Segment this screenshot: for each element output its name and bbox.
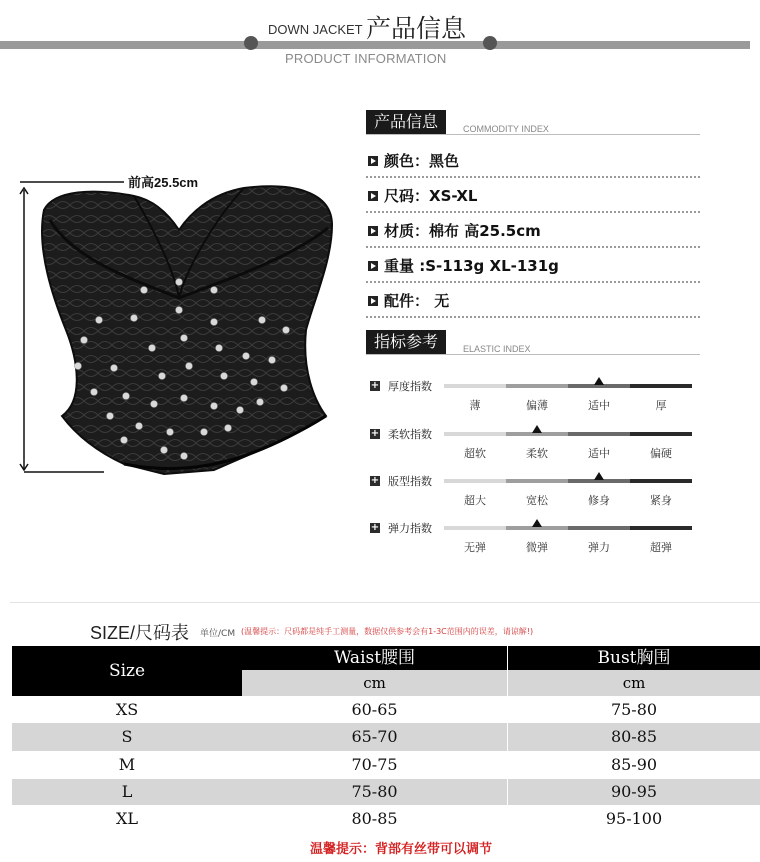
commodity-heading: 产品信息 [366,110,446,134]
plus-icon: + [370,522,380,533]
elastic-heading-en: ELASTIC INDEX [463,344,531,354]
elastic-index-segment [630,526,692,530]
elastic-index-option: 适中 [588,399,610,412]
dotted-divider [366,246,700,248]
header-rule-dot-left [244,36,258,50]
elastic-index-segment [630,479,692,483]
elastic-index-option: 宽松 [526,494,548,507]
elastic-index-option: 紧身 [650,494,672,507]
info-row-size [366,185,700,215]
elastic-index-option: 无弹 [464,541,486,554]
elastic-index-option: 微弹 [526,541,548,554]
waist-cell: 60-65 [242,697,507,723]
size-title: SIZE/尺码表 [90,623,190,643]
elastic-index-segment [444,479,506,483]
waist-cell: 75-80 [242,779,507,805]
info-row-label: 重量 :S-113g XL-131g [384,257,559,275]
size-note: (温馨提示：尺码都是纯手工测量，数据仅供参考会有1-3C范围内的误差，请谅解!) [241,627,534,636]
bust-col-header: Bust胸围 [508,646,760,670]
elastic-index-bar [444,479,692,507]
plus-icon: + [370,475,380,486]
bullet-arrow-icon [368,261,378,271]
commodity-heading-en: COMMODITY INDEX [463,124,549,134]
info-row-material [366,220,700,250]
elastic-index-segment [444,384,506,388]
bullet-arrow-icon [368,156,378,166]
info-row-color [366,150,700,180]
commodity-rule [366,134,700,135]
size-top-rule [10,602,760,603]
dotted-divider [366,316,700,318]
product-image [14,170,344,490]
elastic-index-option: 厚 [655,399,667,412]
product-height-label: 前高25.5cm [128,175,199,190]
info-row-accessory [366,290,700,320]
info-row-label: 颜色：黑色 [384,152,460,170]
info-row-label: 材质：棉布 高25.5cm [384,222,541,240]
size-cell: L [12,779,242,805]
bust-cell: 85-90 [508,751,760,779]
info-row-weight [366,255,700,285]
elastic-index-option: 弹力 [588,541,610,554]
plus-icon: + [370,428,380,439]
elastic-rule [366,354,700,355]
header-subtitle: PRODUCT INFORMATION [285,51,447,66]
elastic-index-row [370,477,700,521]
elastic-index-name: 厚度指数 [388,380,432,393]
elastic-index-name: 柔软指数 [388,428,432,441]
bullet-arrow-icon [368,191,378,201]
waist-cell: 80-85 [242,805,507,832]
waist-cell: 70-75 [242,751,507,779]
bust-cell: 75-80 [508,697,760,723]
elastic-index-marker [594,377,604,385]
elastic-index-marker [594,472,604,480]
header-title-cn: 产品信息 [366,14,467,43]
size-col-header: Size [12,646,242,696]
elastic-index-option: 偏硬 [650,447,672,460]
elastic-index-row [370,430,700,474]
elastic-index-segment [630,384,692,388]
elastic-index-name: 版型指数 [388,475,432,488]
size-cell: M [12,751,242,779]
elastic-index-marker [532,425,542,433]
header-rule-dot-right [483,36,497,50]
info-row-label: 配件： 无 [384,292,450,310]
elastic-index-option: 偏薄 [526,399,548,412]
bust-cell: 80-85 [508,723,760,751]
elastic-index-segment [444,432,506,436]
elastic-index-option: 柔软 [526,447,548,460]
elastic-index-row [370,524,700,568]
elastic-index-bar [444,432,692,460]
bust-cell: 90-95 [508,779,760,805]
elastic-heading: 指标参考 [366,330,446,354]
bust-unit: cm [508,670,760,696]
elastic-index-name: 弹力指数 [388,522,432,535]
elastic-index-segment [568,432,630,436]
bust-cell: 95-100 [508,805,760,832]
footer-tip: 温馨提示：背部有丝带可以调节 [310,842,493,857]
dotted-divider [366,211,700,213]
elastic-index-segment [506,479,568,483]
elastic-index-option: 超大 [464,494,486,507]
plus-icon: + [370,380,380,391]
dotted-divider [366,281,700,283]
elastic-index-option: 适中 [588,447,610,460]
elastic-index-option: 修身 [588,494,610,507]
waist-cell: 65-70 [242,723,507,751]
elastic-index-option: 超弹 [650,541,672,554]
bullet-arrow-icon [368,226,378,236]
elastic-index-row [370,382,700,426]
waist-col-header: Waist腰围 [242,646,507,670]
size-cell: S [12,723,242,751]
elastic-index-bar [444,526,692,554]
info-row-label: 尺码：XS-XL [384,187,478,205]
size-unit: 单位/CM [200,629,236,639]
elastic-index-segment [506,384,568,388]
bullet-arrow-icon [368,296,378,306]
size-cell: XL [12,805,242,832]
elastic-index-option: 薄 [469,399,481,412]
elastic-index-segment [630,432,692,436]
dotted-divider [366,176,700,178]
table-column-divider [507,646,508,832]
elastic-index-marker [532,519,542,527]
elastic-index-option: 超软 [464,447,486,460]
elastic-index-bar [444,384,692,412]
size-cell: XS [12,697,242,723]
header-title-en: DOWN JACKET [268,22,363,37]
elastic-index-segment [568,526,630,530]
waist-unit: cm [242,670,507,696]
elastic-index-segment [444,526,506,530]
